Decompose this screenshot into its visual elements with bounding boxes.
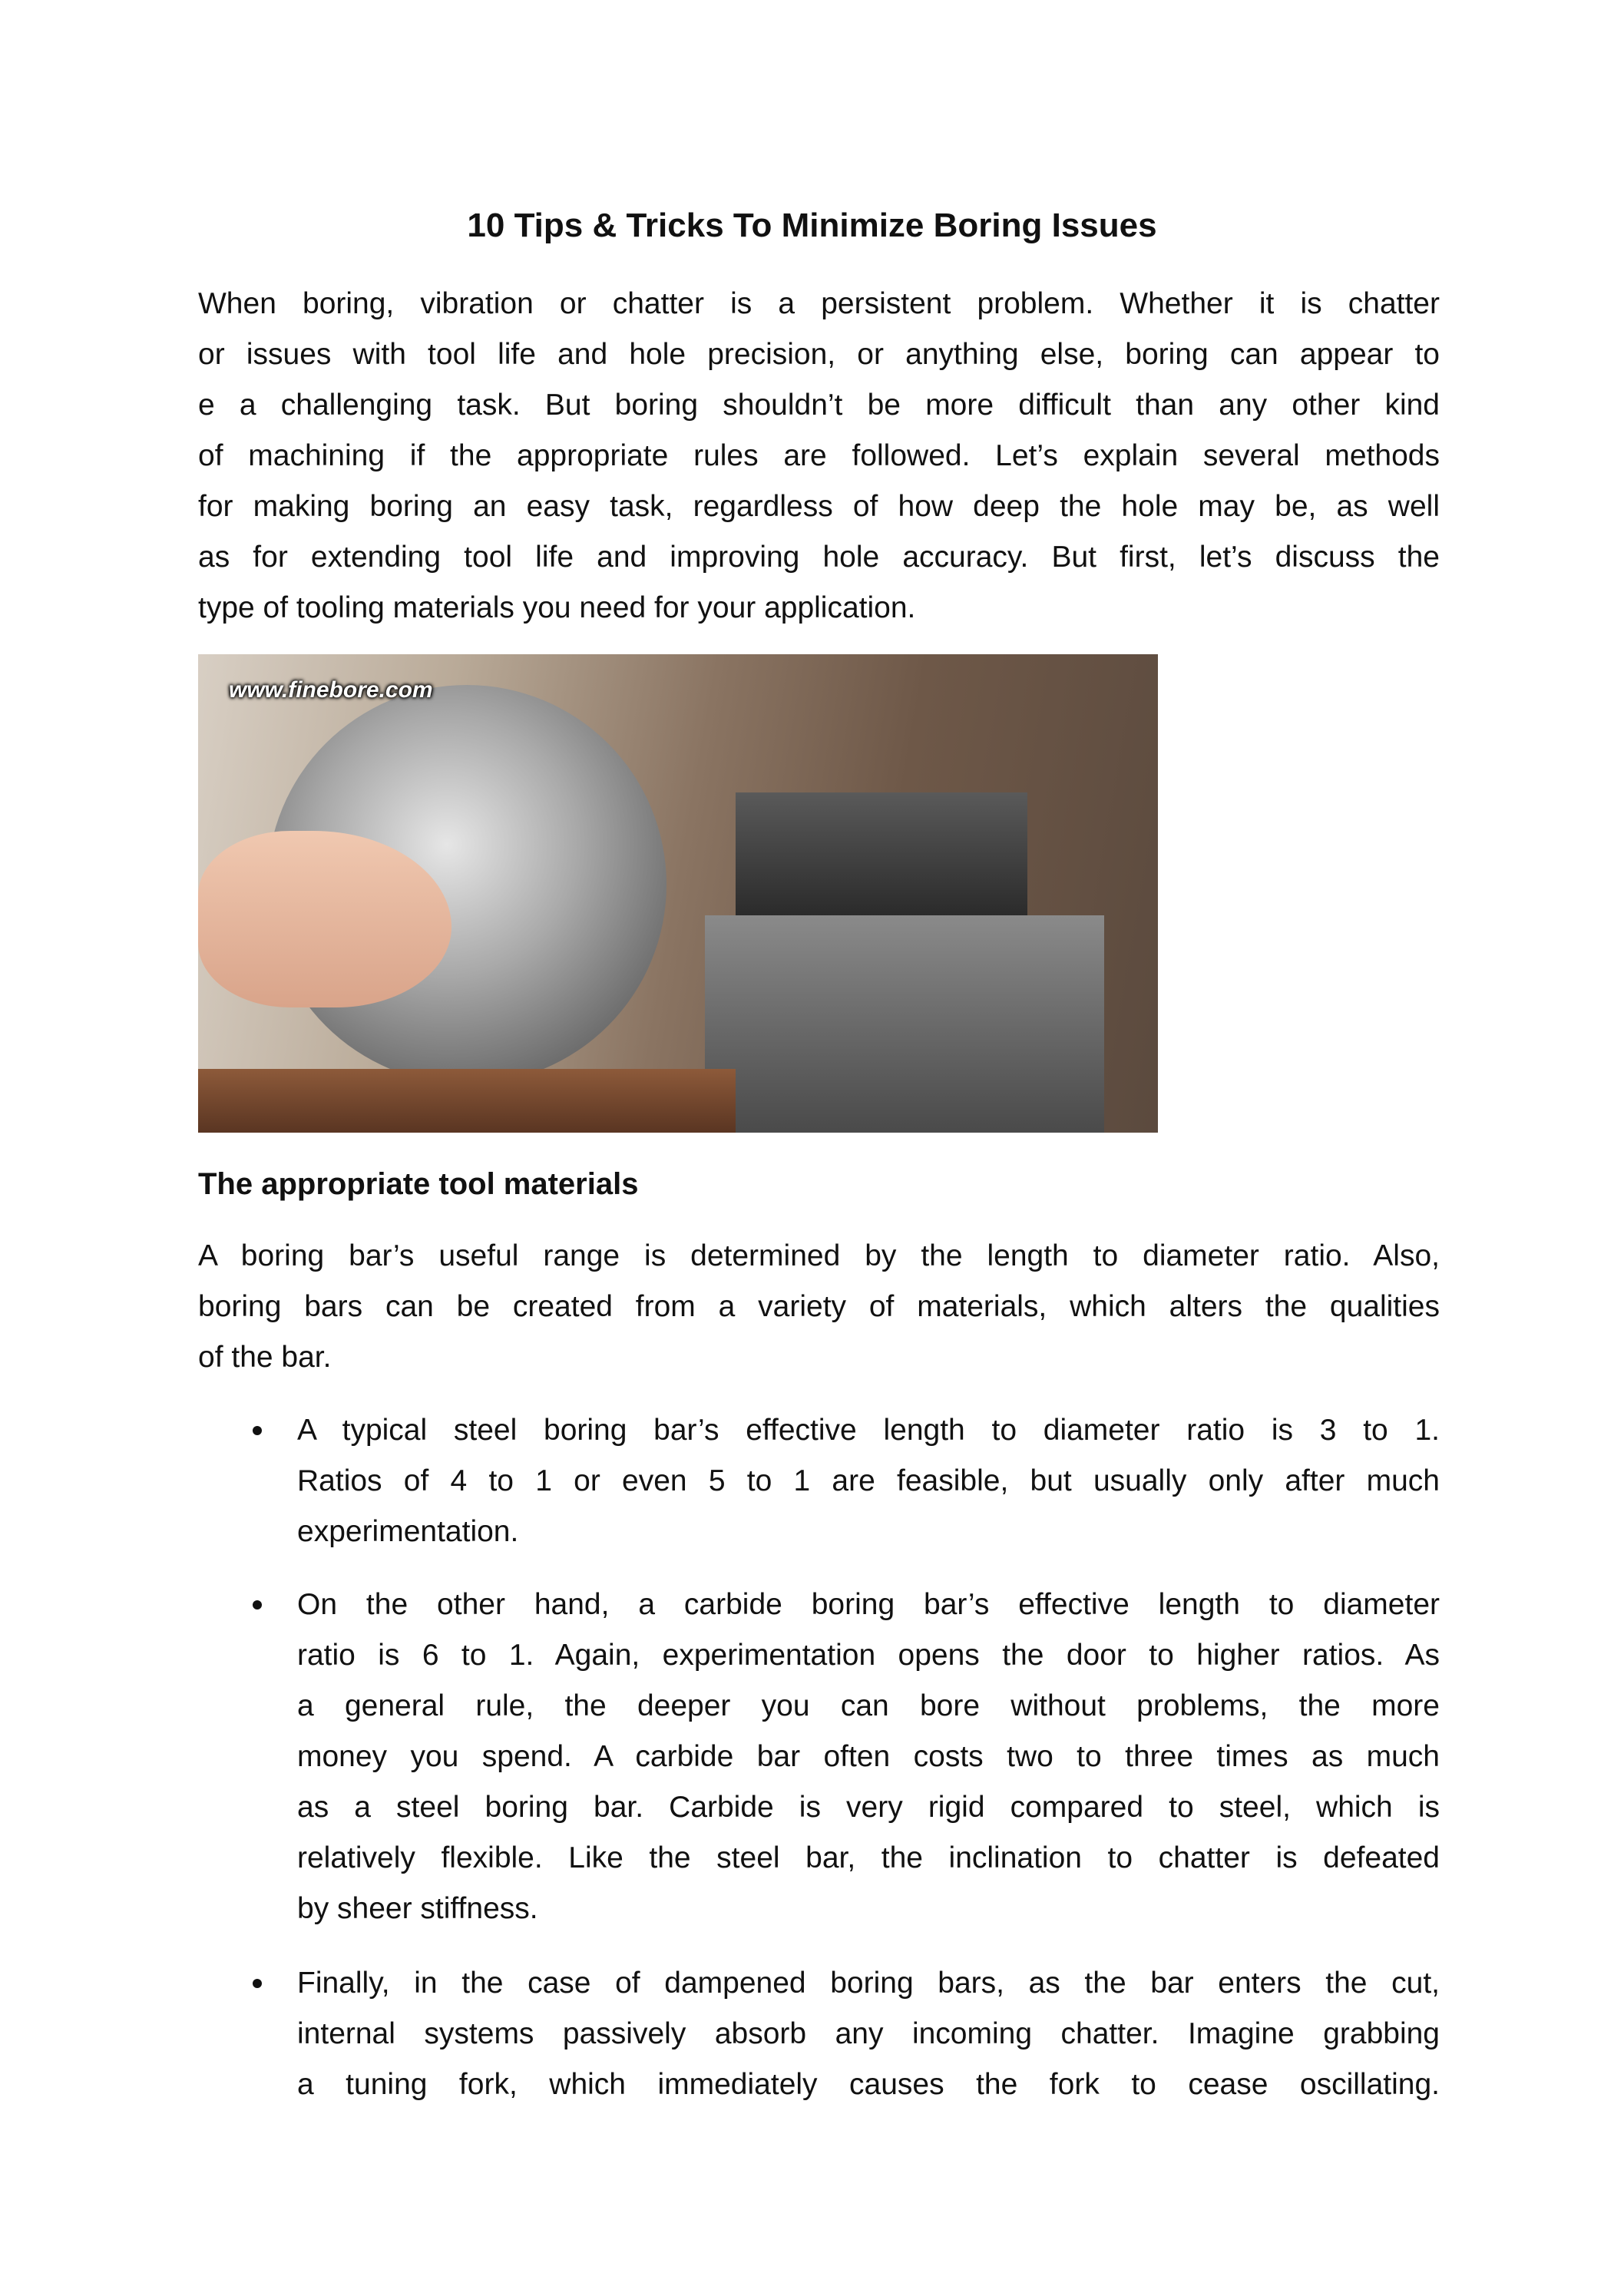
text-line: a general rule, the deeper you can bore without problems, the more: [297, 1689, 1440, 1722]
text-line: Ratios of 4 to 1 or even 5 to 1 are feasible, but usually only after much: [297, 1464, 1440, 1497]
tool-post-shape: [736, 792, 1027, 915]
text-line: internal systems passively absorb any incoming chatter. Imagine grabbing: [297, 2017, 1440, 2050]
bullet-dot-icon: [253, 1426, 262, 1435]
text-line: experimentation.: [297, 1515, 519, 1548]
cross-slide-shape: [705, 915, 1104, 1133]
text-line: When boring, vibration or chatter is a persistent problem. Whether it is chatter: [198, 287, 1440, 320]
lathe-boring-photo: [198, 654, 1158, 1133]
bullet-item: [297, 1580, 1440, 1934]
text-line: for making boring an easy task, regardless of how deep the hole may be, as well: [198, 490, 1440, 523]
bullet-dot-icon: [253, 1600, 262, 1610]
page-title: 10 Tips & Tricks To Minimize Boring Issues: [467, 207, 1157, 244]
text-line: ratio is 6 to 1. Again, experimentation opens the door to higher ratios. As: [297, 1639, 1440, 1672]
text-line: boring bars can be created from a variety of materials, which alters the qualities: [198, 1290, 1440, 1323]
text-line: a tuning fork, which immediately causes the fork to cease oscillating.: [297, 2068, 1440, 2101]
photo-watermark: www.finebore.com: [229, 677, 433, 703]
text-line: of the bar.: [198, 1341, 332, 1374]
bullet-item: [297, 1405, 1440, 1557]
section-paragraph: [198, 1231, 1440, 1383]
text-line: by sheer stiffness.: [297, 1892, 538, 1925]
text-line: or issues with tool life and hole precision, or anything else, boring can appear to: [198, 338, 1440, 371]
text-line: as for extending tool life and improving hole accuracy. But first, let’s discuss the: [198, 541, 1440, 574]
text-line: Finally, in the case of dampened boring bars, as the bar enters the cut,: [297, 1967, 1440, 2000]
text-line: of machining if the appropriate rules are followed. Let’s explain several methods: [198, 439, 1440, 472]
text-line: relatively flexible. Like the steel bar, the inclination to chatter is defeated: [297, 1841, 1440, 1874]
section-heading: The appropriate tool materials: [198, 1167, 639, 1201]
bullet-item: [297, 1958, 1440, 2110]
text-line: money you spend. A carbide bar often costs two to three times as much: [297, 1740, 1440, 1773]
intro-paragraph: [198, 279, 1440, 634]
lathe-bed-shape: [198, 1069, 736, 1133]
text-line: e a challenging task. But boring shouldn’t be more difficult than any other kind: [198, 389, 1440, 422]
text-line: On the other hand, a carbide boring bar’s effective length to diameter: [297, 1588, 1440, 1621]
text-line: A typical steel boring bar’s effective length to diameter ratio is 3 to 1.: [297, 1414, 1440, 1447]
bullet-dot-icon: [253, 1979, 262, 1988]
text-line: type of tooling materials you need for your application.: [198, 591, 916, 624]
text-line: as a steel boring bar. Carbide is very rigid compared to steel, which is: [297, 1791, 1440, 1824]
text-line: A boring bar’s useful range is determined by the length to diameter ratio. Also,: [198, 1239, 1440, 1272]
